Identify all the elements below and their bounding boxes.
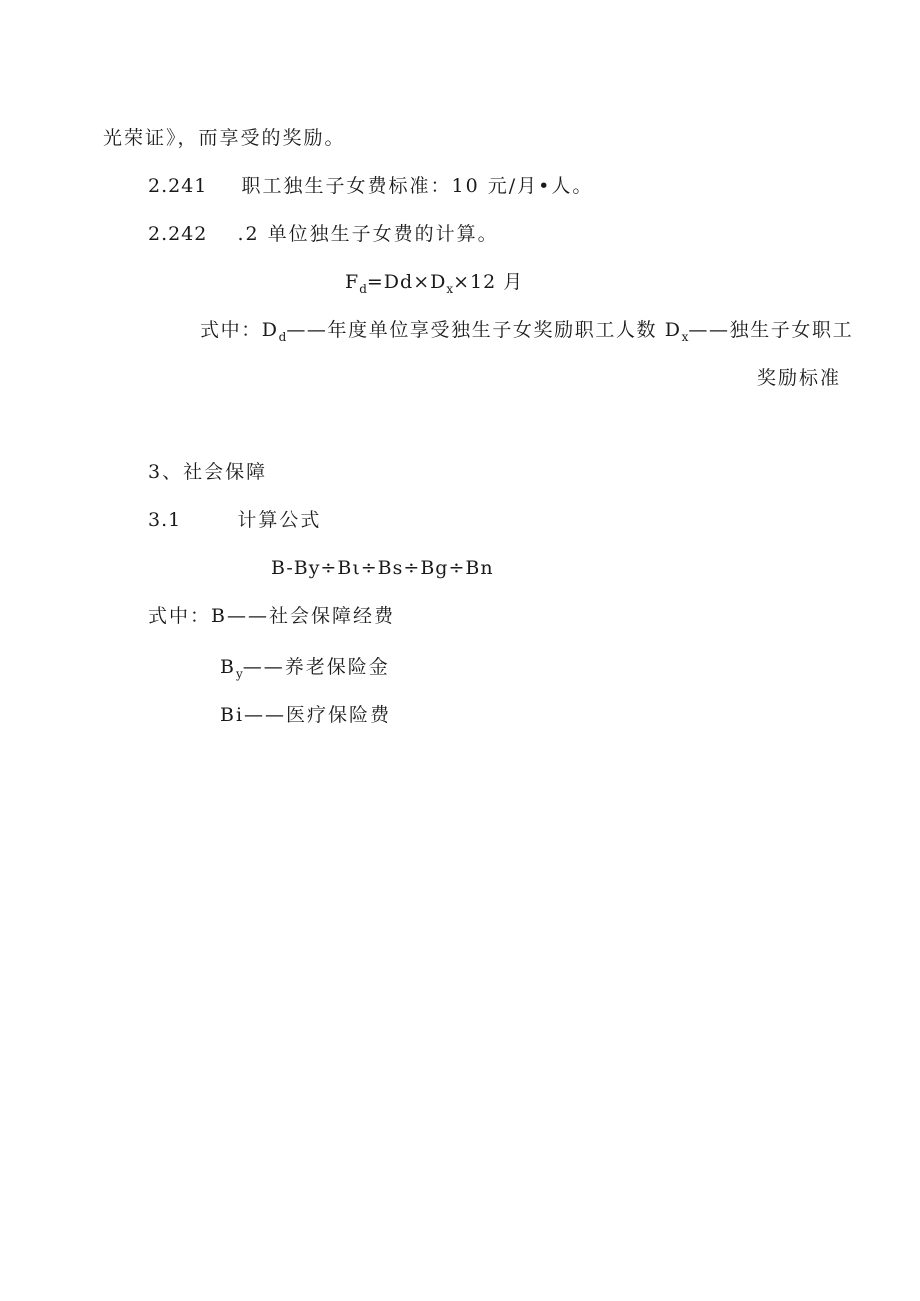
clause-text: .2 单位独生子女费的计算。 [237, 223, 499, 245]
section-title: 3、社会保障 [148, 461, 268, 483]
formula-b [271, 556, 494, 580]
formula-fd [345, 270, 523, 301]
clause-text: 职工独生子女费标准：10 元/月•人。 [241, 175, 594, 197]
definition-part: B [220, 656, 236, 678]
section-heading [148, 460, 267, 484]
definition-part: ——独生子女职工 [688, 319, 854, 341]
definition-part: ——年度单位享受独生子女奖励职工人数 D [286, 319, 682, 341]
definition-part: ——养老保险金 [242, 656, 390, 678]
clause-2-241 [148, 174, 593, 198]
definition-text: 奖励标准 [757, 367, 842, 389]
definition-bi [220, 703, 391, 727]
definition-b [148, 604, 395, 628]
formula-subscript: d [359, 282, 367, 296]
clause-2-242 [148, 222, 499, 246]
formula-subscript: x [446, 282, 454, 296]
definition-subscript: d [278, 330, 287, 344]
formula-part: ×12 月 [453, 271, 524, 293]
definition-subscript: x [681, 330, 689, 344]
clause-number: 2.241 [148, 175, 208, 197]
paragraph-continuation [103, 126, 346, 150]
definition-subscript: y [235, 667, 243, 681]
definition-by [220, 655, 390, 686]
definition-text: 式中：B——社会保障经费 [148, 605, 395, 627]
clause-number: 2.242 [148, 223, 208, 245]
paragraph-text: 光荣证》，而享受的奖励。 [103, 127, 346, 149]
formula-part: F [345, 271, 360, 293]
definition-continuation [757, 366, 841, 390]
definition-part: 式中：D [200, 319, 279, 341]
clause-3-1 [148, 508, 321, 532]
formula-part: =Dd×D [366, 271, 447, 293]
formula-text: B-By÷Bι÷Bs÷Bg÷Bn [271, 557, 494, 579]
definition-text: Bi——医疗保险费 [220, 704, 392, 726]
formula-definition [200, 318, 853, 349]
clause-text: 计算公式 [237, 509, 322, 531]
clause-number: 3.1 [148, 509, 182, 531]
